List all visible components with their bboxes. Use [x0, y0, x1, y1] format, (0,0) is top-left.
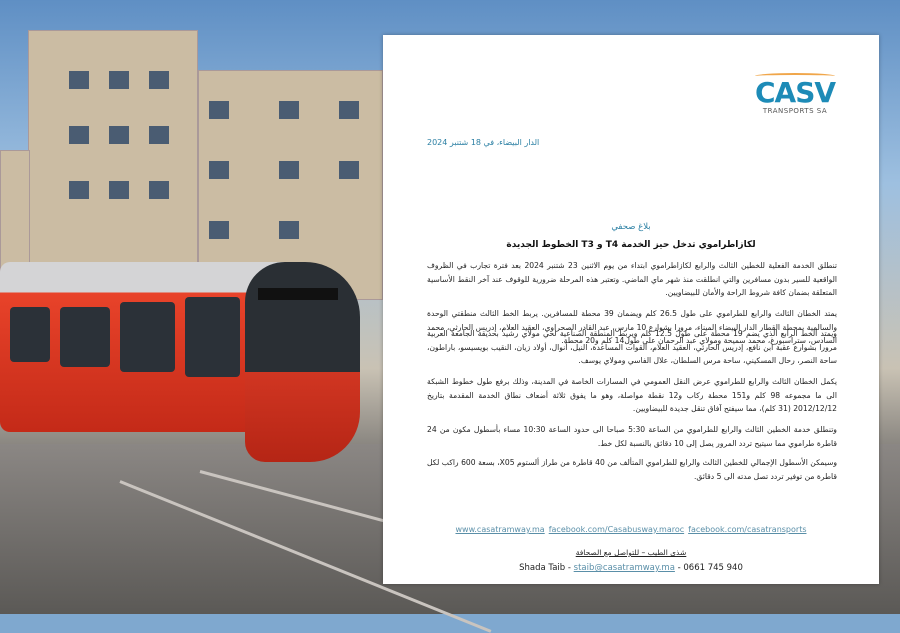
document-title: الخطوط الجديدة T3 و T4 لكازاطراموي تدخل حيز الخدمة	[506, 240, 756, 250]
contact-name: Shada Taib	[519, 563, 566, 573]
company-logo	[751, 73, 839, 115]
website-link[interactable]: www.casatramway.ma	[455, 525, 545, 534]
paragraph: وتنطلق خدمة الخطين الثالث والرابع للطراموي من الساعة 5:30 صباحا الى حدود الساعة 10:30 مساء بأسطول مكون من 24 قاطرة طراموي مما سيتيح تردد المرور يصل إلى 10 دقائق بالنسبة لكل خط.	[427, 425, 837, 448]
paragraph: تنطلق الخدمة الفعلية للخطين الثالث والرابع لكازاطراموي ابتداء من يوم الاثنين 23 شتنبر 2024 بعد فترة تجارب في الظروف الواقعية للسير بدون مسافرين والتي انطلقت منذ شهر ماي الماضي. وتعتبر هذه المرحلة ضرورية للوقوف عند آخر النقط الأساسية المتعلقة بضمان كافة شروط الراحة والأمان للبيضاويين.	[427, 261, 837, 297]
document-label: بلاغ صحفي	[611, 222, 651, 232]
logo-subtitle: TRANSPORTS SA	[762, 107, 828, 115]
contact-line	[383, 563, 879, 573]
paragraph: وسيمكن الأسطول الإجمالي للخطين الثالث والرابع للطراموي المتألف من 40 قاطرة من طراز ألستوم X05، بسعة 600 راكب لكل قاطرة من توفير تردد تصل مدته الى 5 دقائق.	[427, 458, 837, 481]
paragraph: يكمل الخطان الثالث والرابع للطراموي عرض النقل العمومي في المسارات الخاصة في المدينة، وذلك برفع طول خطوط الشبكة الى ما مجموعه 98 كلم و151 محطة ركاب و12 نقطة مواصلة، وهو ما يفوق ثلاثة أضعاف نطاق الخدمة المقدمة بتاريخ 2012/12/12 (31 كلم)، مما سيفتح آفاق تنقل جديدة للبيضاويين.	[427, 377, 837, 413]
document-date: الدار البيضاء، في 18 شتنبر 2024	[427, 138, 540, 147]
press-contact-label: شذى الطيب – للتواصل مع الصحافة	[575, 548, 687, 557]
tram-destination-sign	[258, 288, 338, 300]
logo-wordmark: CASV	[754, 76, 836, 109]
building	[28, 30, 198, 300]
contact-phone: - 0661 745 940	[674, 563, 743, 573]
paragraph: يمتد الخطان الثالث والرابع للطراموي على طول 26.5 كلم ويضمان 39 محطة للمسافرين. يربط الخط الثالث منطقتي الوحدة والسالمية بمحطة القطار الدار البيضاء الميناء، مرورا بشوارع 10 مارس، عبد القادر الصحراوي، العقيد العلام، إدريس الحارثي، محمد السادس، ستراسبورغ، محمد سميحة ومولاي عبد الرحمان على طول14 كلم و20 محطة.	[427, 309, 837, 345]
paragraph: ويمتد الخط الرابع الذي يضم 19 محطة على طول 12.5 كلم ويربط المنطقة الصناعية لحي مولاي رشيد بحديقة الجامعة العربية مرورا بشوارع عقبة ابن نافع، إدريس الحارثي، العقيد العلام، القوات المساعدة، النيل، أنوال، أولاد زيان، النقيب بويسيسو، باراطون، ساحة النصر، رحال المسكيني، ساحة مرس السلطان، علال الفاسي ومولاي يوسف.	[427, 329, 837, 365]
separator: -	[565, 563, 574, 573]
press-release-document	[383, 35, 879, 584]
facebook-busway-link[interactable]: facebook.com/Casabusway.maroc	[548, 525, 685, 534]
facebook-transports-link[interactable]: facebook.com/casatransports	[688, 525, 807, 534]
links-row	[383, 525, 879, 534]
contact-email-link[interactable]: staib@casatramway.ma	[573, 563, 675, 573]
